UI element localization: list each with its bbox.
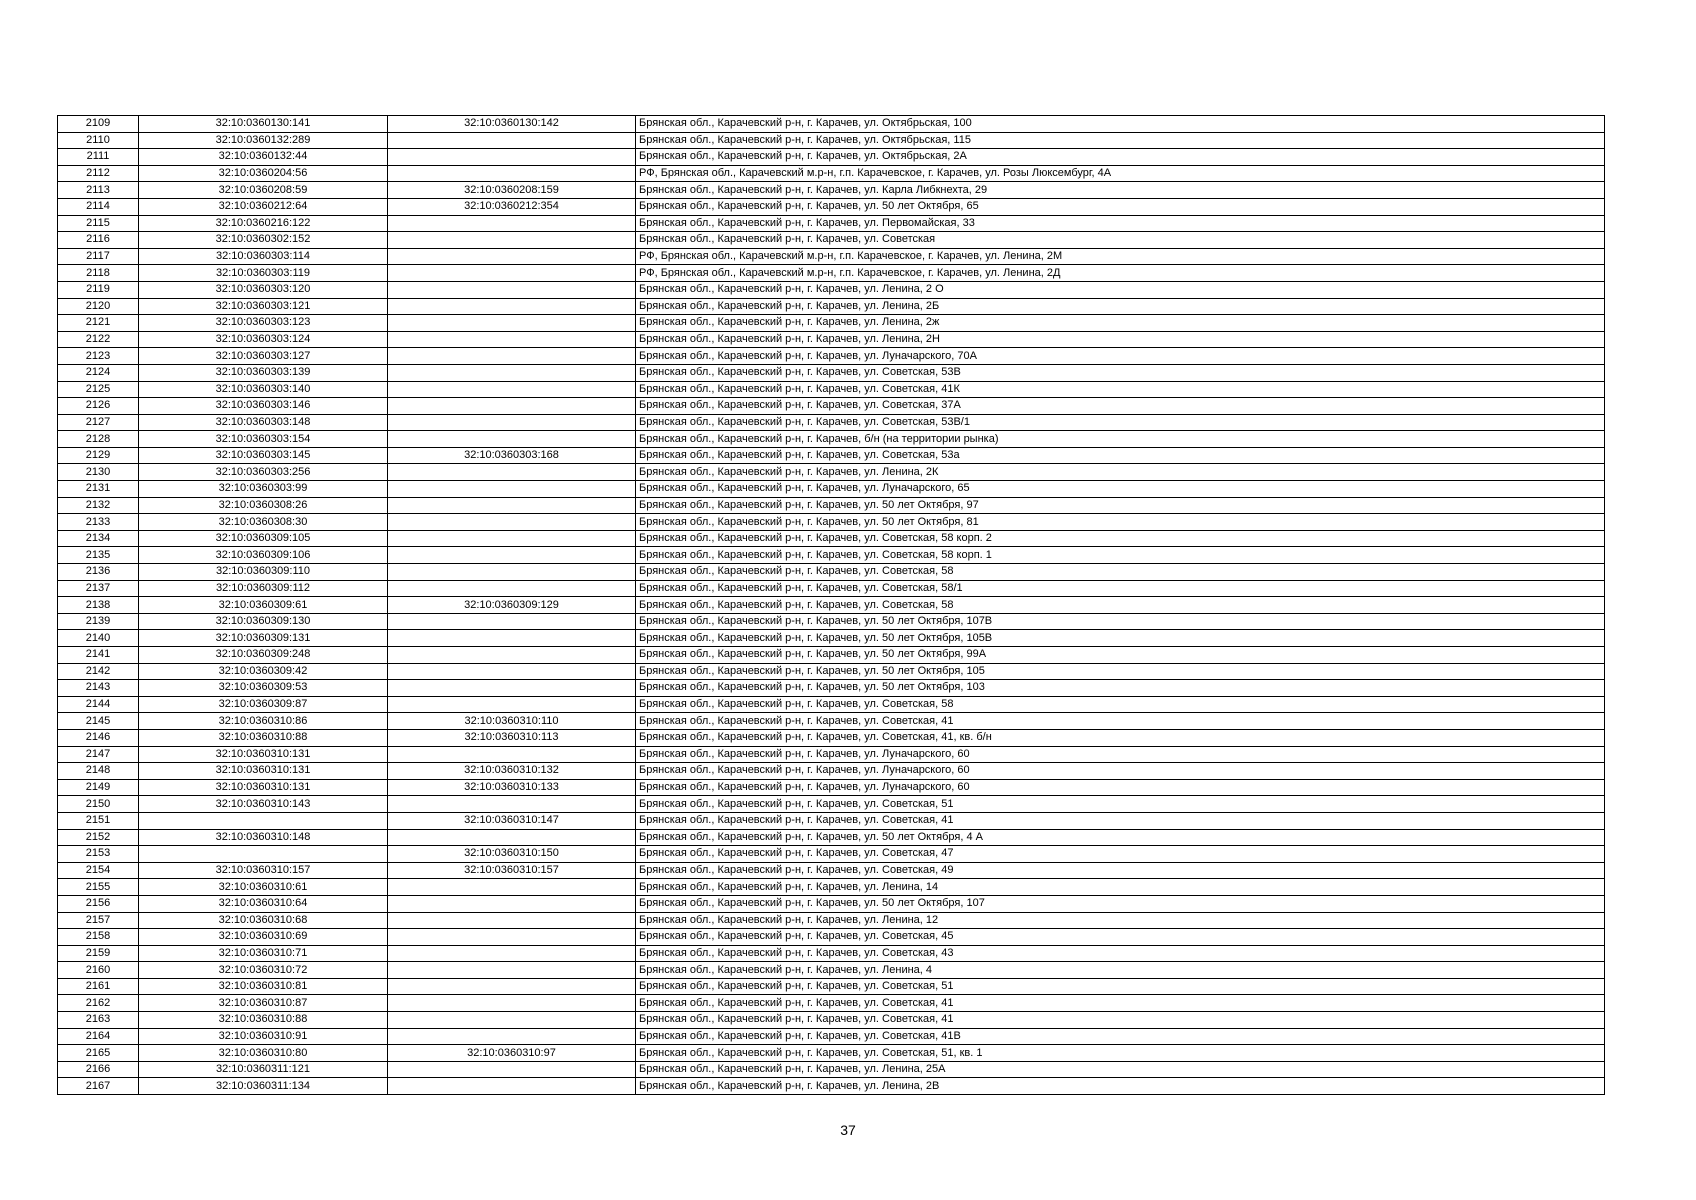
address-cell: Брянская обл., Карачевский р-н, г. Карачев, ул. Луначарского, 60 bbox=[636, 763, 1605, 780]
cadastral-number-cell: 32:10:0360303:146 bbox=[139, 398, 388, 415]
address-cell: Брянская обл., Карачевский р-н, г. Карачев, ул. Ленина, 2К bbox=[636, 464, 1605, 481]
row-number-cell: 2157 bbox=[58, 912, 139, 929]
linked-cadastral-number-cell bbox=[388, 696, 636, 713]
cadastral-number-cell: 32:10:0360310:64 bbox=[139, 895, 388, 912]
cadastral-number-cell: 32:10:0360309:248 bbox=[139, 647, 388, 664]
cadastral-number-cell: 32:10:0360309:112 bbox=[139, 580, 388, 597]
row-number-cell: 2134 bbox=[58, 530, 139, 547]
address-cell: Брянская обл., Карачевский р-н, г. Карачев, ул. 50 лет Октября, 99А bbox=[636, 647, 1605, 664]
linked-cadastral-number-cell bbox=[388, 132, 636, 149]
address-cell: Брянская обл., Карачевский р-н, г. Карачев, ул. Советская, 58 корп. 1 bbox=[636, 547, 1605, 564]
address-cell: Брянская обл., Карачевский р-н, г. Карачев, ул. Советская bbox=[636, 232, 1605, 249]
linked-cadastral-number-cell bbox=[388, 945, 636, 962]
linked-cadastral-number-cell bbox=[388, 165, 636, 182]
address-cell: Брянская обл., Карачевский р-н, г. Карачев, б/н (на территории рынка) bbox=[636, 431, 1605, 448]
row-number-cell: 2131 bbox=[58, 481, 139, 498]
cadastral-number-cell: 32:10:0360308:26 bbox=[139, 497, 388, 514]
linked-cadastral-number-cell bbox=[388, 746, 636, 763]
row-number-cell: 2162 bbox=[58, 995, 139, 1012]
table-row bbox=[58, 829, 1605, 846]
linked-cadastral-number-cell bbox=[388, 912, 636, 929]
linked-cadastral-number-cell bbox=[388, 530, 636, 547]
linked-cadastral-number-cell: 32:10:0360310:133 bbox=[388, 779, 636, 796]
address-cell: Брянская обл., Карачевский р-н, г. Карачев, ул. 50 лет Октября, 65 bbox=[636, 198, 1605, 215]
table-row bbox=[58, 978, 1605, 995]
address-cell: Брянская обл., Карачевский р-н, г. Карачев, ул. Советская, 41К bbox=[636, 381, 1605, 398]
table-row bbox=[58, 995, 1605, 1012]
cadastral-number-cell: 32:10:0360212:64 bbox=[139, 198, 388, 215]
table-row bbox=[58, 132, 1605, 149]
linked-cadastral-number-cell bbox=[388, 547, 636, 564]
address-cell: Брянская обл., Карачевский р-н, г. Карачев, ул. Луначарского, 70А bbox=[636, 348, 1605, 365]
table-row bbox=[58, 381, 1605, 398]
linked-cadastral-number-cell bbox=[388, 298, 636, 315]
row-number-cell: 2111 bbox=[58, 149, 139, 166]
cadastral-number-cell: 32:10:0360309:131 bbox=[139, 630, 388, 647]
table-row bbox=[58, 796, 1605, 813]
cadastral-number-cell: 32:10:0360310:88 bbox=[139, 1012, 388, 1029]
cadastral-number-cell: 32:10:0360310:131 bbox=[139, 763, 388, 780]
address-cell: Брянская обл., Карачевский р-н, г. Карачев, ул. Советская, 51 bbox=[636, 796, 1605, 813]
table-row bbox=[58, 414, 1605, 431]
address-cell: Брянская обл., Карачевский р-н, г. Карачев, ул. Советская, 41 bbox=[636, 995, 1605, 1012]
cadastral-number-cell: 32:10:0360303:256 bbox=[139, 464, 388, 481]
address-cell: Брянская обл., Карачевский р-н, г. Карачев, ул. 50 лет Октября, 105В bbox=[636, 630, 1605, 647]
cadastral-number-cell: 32:10:0360310:81 bbox=[139, 978, 388, 995]
linked-cadastral-number-cell bbox=[388, 315, 636, 332]
address-cell: Брянская обл., Карачевский р-н, г. Карачев, ул. Ленина, 2ж bbox=[636, 315, 1605, 332]
address-cell: Брянская обл., Карачевский р-н, г. Карачев, ул. Советская, 51 bbox=[636, 978, 1605, 995]
cadastral-number-cell: 32:10:0360309:105 bbox=[139, 530, 388, 547]
linked-cadastral-number-cell bbox=[388, 564, 636, 581]
table-row bbox=[58, 696, 1605, 713]
table-row bbox=[58, 812, 1605, 829]
address-cell: Брянская обл., Карачевский р-н, г. Карачев, ул. Ленина, 14 bbox=[636, 879, 1605, 896]
row-number-cell: 2145 bbox=[58, 713, 139, 730]
row-number-cell: 2151 bbox=[58, 812, 139, 829]
linked-cadastral-number-cell: 32:10:0360310:147 bbox=[388, 812, 636, 829]
cadastral-number-cell: 32:10:0360309:106 bbox=[139, 547, 388, 564]
address-cell: Брянская обл., Карачевский р-н, г. Карачев, ул. Карла Либкнехта, 29 bbox=[636, 182, 1605, 199]
cadastral-number-cell: 32:10:0360310:143 bbox=[139, 796, 388, 813]
address-cell: Брянская обл., Карачевский р-н, г. Карачев, ул. Советская, 51, кв. 1 bbox=[636, 1045, 1605, 1062]
address-cell: Брянская обл., Карачевский р-н, г. Карачев, ул. Советская, 41 bbox=[636, 812, 1605, 829]
cadastral-number-cell: 32:10:0360310:157 bbox=[139, 862, 388, 879]
table-row bbox=[58, 248, 1605, 265]
row-number-cell: 2130 bbox=[58, 464, 139, 481]
cadastral-number-cell: 32:10:0360308:30 bbox=[139, 514, 388, 531]
cadastral-number-cell: 32:10:0360311:121 bbox=[139, 1061, 388, 1078]
cadastral-number-cell: 32:10:0360303:123 bbox=[139, 315, 388, 332]
row-number-cell: 2136 bbox=[58, 564, 139, 581]
table-row bbox=[58, 962, 1605, 979]
row-number-cell: 2146 bbox=[58, 729, 139, 746]
linked-cadastral-number-cell bbox=[388, 281, 636, 298]
cadastral-number-cell: 32:10:0360310:148 bbox=[139, 829, 388, 846]
linked-cadastral-number-cell bbox=[388, 1078, 636, 1095]
row-number-cell: 2150 bbox=[58, 796, 139, 813]
address-cell: Брянская обл., Карачевский р-н, г. Карачев, ул. Советская, 41 bbox=[636, 713, 1605, 730]
row-number-cell: 2137 bbox=[58, 580, 139, 597]
cadastral-number-cell: 32:10:0360303:119 bbox=[139, 265, 388, 282]
cadastral-number-cell: 32:10:0360132:44 bbox=[139, 149, 388, 166]
row-number-cell: 2143 bbox=[58, 680, 139, 697]
row-number-cell: 2113 bbox=[58, 182, 139, 199]
table-row bbox=[58, 597, 1605, 614]
cadastral-number-cell: 32:10:0360303:127 bbox=[139, 348, 388, 365]
row-number-cell: 2133 bbox=[58, 514, 139, 531]
cadastral-number-cell: 32:10:0360303:120 bbox=[139, 281, 388, 298]
table-row bbox=[58, 431, 1605, 448]
linked-cadastral-number-cell bbox=[388, 381, 636, 398]
linked-cadastral-number-cell: 32:10:0360310:157 bbox=[388, 862, 636, 879]
table-row bbox=[58, 945, 1605, 962]
row-number-cell: 2119 bbox=[58, 281, 139, 298]
table-row bbox=[58, 481, 1605, 498]
address-cell: Брянская обл., Карачевский р-н, г. Карачев, ул. 50 лет Октября, 107 bbox=[636, 895, 1605, 912]
address-cell: Брянская обл., Карачевский р-н, г. Карачев, ул. 50 лет Октября, 97 bbox=[636, 497, 1605, 514]
cadastral-number-cell: 32:10:0360303:154 bbox=[139, 431, 388, 448]
cadastral-number-cell: 32:10:0360309:110 bbox=[139, 564, 388, 581]
linked-cadastral-number-cell bbox=[388, 364, 636, 381]
linked-cadastral-number-cell bbox=[388, 962, 636, 979]
row-number-cell: 2144 bbox=[58, 696, 139, 713]
cadastral-number-cell: 32:10:0360310:131 bbox=[139, 779, 388, 796]
table-row bbox=[58, 663, 1605, 680]
cadastral-number-cell: 32:10:0360130:141 bbox=[139, 116, 388, 133]
table-row bbox=[58, 315, 1605, 332]
table-row bbox=[58, 1061, 1605, 1078]
address-cell: Брянская обл., Карачевский р-н, г. Карачев, ул. 50 лет Октября, 81 bbox=[636, 514, 1605, 531]
cadastral-table bbox=[57, 115, 1605, 1095]
row-number-cell: 2158 bbox=[58, 929, 139, 946]
linked-cadastral-number-cell bbox=[388, 398, 636, 415]
table-row bbox=[58, 580, 1605, 597]
address-cell: Брянская обл., Карачевский р-н, г. Карачев, ул. Ленина, 2Н bbox=[636, 331, 1605, 348]
table-row bbox=[58, 265, 1605, 282]
table-row bbox=[58, 729, 1605, 746]
linked-cadastral-number-cell bbox=[388, 613, 636, 630]
table-row bbox=[58, 1028, 1605, 1045]
table-row bbox=[58, 149, 1605, 166]
cadastral-number-cell: 32:10:0360216:122 bbox=[139, 215, 388, 232]
address-cell: Брянская обл., Карачевский р-н, г. Карачев, ул. Советская, 53В/1 bbox=[636, 414, 1605, 431]
address-cell: Брянская обл., Карачевский р-н, г. Карачев, ул. Первомайская, 33 bbox=[636, 215, 1605, 232]
address-cell: Брянская обл., Карачевский р-н, г. Карачев, ул. Ленина, 12 bbox=[636, 912, 1605, 929]
cadastral-number-cell: 32:10:0360310:71 bbox=[139, 945, 388, 962]
cadastral-number-cell: 32:10:0360303:99 bbox=[139, 481, 388, 498]
linked-cadastral-number-cell bbox=[388, 232, 636, 249]
address-cell: Брянская обл., Карачевский р-н, г. Карачев, ул. Советская, 45 bbox=[636, 929, 1605, 946]
linked-cadastral-number-cell bbox=[388, 796, 636, 813]
table-row bbox=[58, 497, 1605, 514]
linked-cadastral-number-cell: 32:10:0360309:129 bbox=[388, 597, 636, 614]
row-number-cell: 2114 bbox=[58, 198, 139, 215]
cadastral-number-cell bbox=[139, 846, 388, 863]
table-row bbox=[58, 298, 1605, 315]
table-row bbox=[58, 215, 1605, 232]
cadastral-number-cell: 32:10:0360132:289 bbox=[139, 132, 388, 149]
linked-cadastral-number-cell: 32:10:0360310:110 bbox=[388, 713, 636, 730]
table-row bbox=[58, 331, 1605, 348]
row-number-cell: 2122 bbox=[58, 331, 139, 348]
table-row bbox=[58, 198, 1605, 215]
table-row bbox=[58, 779, 1605, 796]
cadastral-number-cell: 32:10:0360303:139 bbox=[139, 364, 388, 381]
table-row bbox=[58, 929, 1605, 946]
table-row bbox=[58, 879, 1605, 896]
table-row bbox=[58, 564, 1605, 581]
row-number-cell: 2142 bbox=[58, 663, 139, 680]
linked-cadastral-number-cell bbox=[388, 331, 636, 348]
cadastral-number-cell: 32:10:0360303:145 bbox=[139, 447, 388, 464]
address-cell: Брянская обл., Карачевский р-н, г. Карачев, ул. Советская, 41В bbox=[636, 1028, 1605, 1045]
row-number-cell: 2166 bbox=[58, 1061, 139, 1078]
address-cell: Брянская обл., Карачевский р-н, г. Карачев, ул. Ленина, 2Б bbox=[636, 298, 1605, 315]
address-cell: Брянская обл., Карачевский р-н, г. Карачев, ул. Советская, 58 bbox=[636, 564, 1605, 581]
page-number: 37 bbox=[840, 1122, 856, 1138]
linked-cadastral-number-cell bbox=[388, 995, 636, 1012]
address-cell: Брянская обл., Карачевский р-н, г. Карачев, ул. Советская, 41 bbox=[636, 1012, 1605, 1029]
row-number-cell: 2129 bbox=[58, 447, 139, 464]
row-number-cell: 2138 bbox=[58, 597, 139, 614]
table-row bbox=[58, 514, 1605, 531]
row-number-cell: 2132 bbox=[58, 497, 139, 514]
address-cell: Брянская обл., Карачевский р-н, г. Карачев, ул. Октябрьская, 115 bbox=[636, 132, 1605, 149]
cadastral-number-cell: 32:10:0360204:56 bbox=[139, 165, 388, 182]
row-number-cell: 2153 bbox=[58, 846, 139, 863]
table-row bbox=[58, 713, 1605, 730]
linked-cadastral-number-cell: 32:10:0360130:142 bbox=[388, 116, 636, 133]
cadastral-number-cell: 32:10:0360303:121 bbox=[139, 298, 388, 315]
table-row bbox=[58, 182, 1605, 199]
address-cell: РФ, Брянская обл., Карачевский м.р-н, г.п. Карачевское, г. Карачев, ул. Розы Люксембург, 4А bbox=[636, 165, 1605, 182]
table-row bbox=[58, 763, 1605, 780]
cadastral-number-cell: 32:10:0360309:87 bbox=[139, 696, 388, 713]
row-number-cell: 2112 bbox=[58, 165, 139, 182]
table-row bbox=[58, 630, 1605, 647]
cadastral-number-cell: 32:10:0360310:86 bbox=[139, 713, 388, 730]
linked-cadastral-number-cell bbox=[388, 1061, 636, 1078]
table-row bbox=[58, 680, 1605, 697]
row-number-cell: 2148 bbox=[58, 763, 139, 780]
linked-cadastral-number-cell bbox=[388, 895, 636, 912]
address-cell: Брянская обл., Карачевский р-н, г. Карачев, ул. Ленина, 2 О bbox=[636, 281, 1605, 298]
cadastral-number-cell: 32:10:0360310:72 bbox=[139, 962, 388, 979]
linked-cadastral-number-cell bbox=[388, 1028, 636, 1045]
table-row bbox=[58, 364, 1605, 381]
row-number-cell: 2165 bbox=[58, 1045, 139, 1062]
table-row bbox=[58, 281, 1605, 298]
linked-cadastral-number-cell bbox=[388, 580, 636, 597]
linked-cadastral-number-cell bbox=[388, 663, 636, 680]
linked-cadastral-number-cell bbox=[388, 514, 636, 531]
linked-cadastral-number-cell bbox=[388, 149, 636, 166]
address-cell: РФ, Брянская обл., Карачевский м.р-н, г.п. Карачевское, г. Карачев, ул. Ленина, 2Д bbox=[636, 265, 1605, 282]
address-cell: Брянская обл., Карачевский р-н, г. Карачев, ул. Луначарского, 60 bbox=[636, 746, 1605, 763]
cadastral-number-cell: 32:10:0360310:88 bbox=[139, 729, 388, 746]
table-row bbox=[58, 464, 1605, 481]
address-cell: Брянская обл., Карачевский р-н, г. Карачев, ул. 50 лет Октября, 4 А bbox=[636, 829, 1605, 846]
table-row bbox=[58, 912, 1605, 929]
cadastral-number-cell: 32:10:0360303:124 bbox=[139, 331, 388, 348]
table-row bbox=[58, 547, 1605, 564]
linked-cadastral-number-cell bbox=[388, 431, 636, 448]
cadastral-number-cell: 32:10:0360208:59 bbox=[139, 182, 388, 199]
cadastral-number-cell: 32:10:0360309:42 bbox=[139, 663, 388, 680]
linked-cadastral-number-cell bbox=[388, 414, 636, 431]
row-number-cell: 2139 bbox=[58, 613, 139, 630]
linked-cadastral-number-cell bbox=[388, 978, 636, 995]
address-cell: Брянская обл., Карачевский р-н, г. Карачев, ул. Советская, 47 bbox=[636, 846, 1605, 863]
address-cell: РФ, Брянская обл., Карачевский м.р-н, г.п. Карачевское, г. Карачев, ул. Ленина, 2М bbox=[636, 248, 1605, 265]
cadastral-number-cell: 32:10:0360303:114 bbox=[139, 248, 388, 265]
address-cell: Брянская обл., Карачевский р-н, г. Карачев, ул. Советская, 58 корп. 2 bbox=[636, 530, 1605, 547]
linked-cadastral-number-cell bbox=[388, 647, 636, 664]
row-number-cell: 2161 bbox=[58, 978, 139, 995]
table-row bbox=[58, 746, 1605, 763]
row-number-cell: 2115 bbox=[58, 215, 139, 232]
linked-cadastral-number-cell bbox=[388, 248, 636, 265]
linked-cadastral-number-cell: 32:10:0360310:150 bbox=[388, 846, 636, 863]
cadastral-number-cell: 32:10:0360310:87 bbox=[139, 995, 388, 1012]
row-number-cell: 2154 bbox=[58, 862, 139, 879]
row-number-cell: 2116 bbox=[58, 232, 139, 249]
table-row bbox=[58, 232, 1605, 249]
table-row bbox=[58, 647, 1605, 664]
address-cell: Брянская обл., Карачевский р-н, г. Карачев, ул. Советская, 53а bbox=[636, 447, 1605, 464]
cadastral-table-body bbox=[58, 116, 1605, 1095]
linked-cadastral-number-cell bbox=[388, 265, 636, 282]
linked-cadastral-number-cell: 32:10:0360303:168 bbox=[388, 447, 636, 464]
address-cell: Брянская обл., Карачевский р-н, г. Карачев, ул. Октябрьская, 100 bbox=[636, 116, 1605, 133]
table-row bbox=[58, 1078, 1605, 1095]
cadastral-number-cell: 32:10:0360309:61 bbox=[139, 597, 388, 614]
row-number-cell: 2156 bbox=[58, 895, 139, 912]
address-cell: Брянская обл., Карачевский р-н, г. Карачев, ул. 50 лет Октября, 103 bbox=[636, 680, 1605, 697]
cadastral-number-cell bbox=[139, 812, 388, 829]
row-number-cell: 2147 bbox=[58, 746, 139, 763]
linked-cadastral-number-cell bbox=[388, 497, 636, 514]
address-cell: Брянская обл., Карачевский р-н, г. Карачев, ул. Луначарского, 60 bbox=[636, 779, 1605, 796]
cadastral-number-cell: 32:10:0360310:68 bbox=[139, 912, 388, 929]
row-number-cell: 2125 bbox=[58, 381, 139, 398]
table-row bbox=[58, 398, 1605, 415]
address-cell: Брянская обл., Карачевский р-н, г. Карачев, ул. Советская, 43 bbox=[636, 945, 1605, 962]
address-cell: Брянская обл., Карачевский р-н, г. Карачев, ул. 50 лет Октября, 105 bbox=[636, 663, 1605, 680]
address-cell: Брянская обл., Карачевский р-н, г. Карачев, ул. Октябрьская, 2А bbox=[636, 149, 1605, 166]
linked-cadastral-number-cell bbox=[388, 481, 636, 498]
row-number-cell: 2110 bbox=[58, 132, 139, 149]
cadastral-number-cell: 32:10:0360310:69 bbox=[139, 929, 388, 946]
linked-cadastral-number-cell bbox=[388, 348, 636, 365]
row-number-cell: 2123 bbox=[58, 348, 139, 365]
cadastral-number-cell: 32:10:0360310:91 bbox=[139, 1028, 388, 1045]
row-number-cell: 2135 bbox=[58, 547, 139, 564]
linked-cadastral-number-cell bbox=[388, 630, 636, 647]
row-number-cell: 2149 bbox=[58, 779, 139, 796]
cadastral-number-cell: 32:10:0360302:152 bbox=[139, 232, 388, 249]
row-number-cell: 2117 bbox=[58, 248, 139, 265]
row-number-cell: 2140 bbox=[58, 630, 139, 647]
row-number-cell: 2164 bbox=[58, 1028, 139, 1045]
cadastral-number-cell: 32:10:0360303:148 bbox=[139, 414, 388, 431]
cadastral-number-cell: 32:10:0360309:130 bbox=[139, 613, 388, 630]
linked-cadastral-number-cell: 32:10:0360310:113 bbox=[388, 729, 636, 746]
table-row bbox=[58, 530, 1605, 547]
address-cell: Брянская обл., Карачевский р-н, г. Карачев, ул. Советская, 41, кв. б/н bbox=[636, 729, 1605, 746]
linked-cadastral-number-cell: 32:10:0360212:354 bbox=[388, 198, 636, 215]
row-number-cell: 2109 bbox=[58, 116, 139, 133]
linked-cadastral-number-cell bbox=[388, 464, 636, 481]
row-number-cell: 2160 bbox=[58, 962, 139, 979]
row-number-cell: 2126 bbox=[58, 398, 139, 415]
address-cell: Брянская обл., Карачевский р-н, г. Карачев, ул. Луначарского, 65 bbox=[636, 481, 1605, 498]
row-number-cell: 2118 bbox=[58, 265, 139, 282]
linked-cadastral-number-cell bbox=[388, 1012, 636, 1029]
row-number-cell: 2163 bbox=[58, 1012, 139, 1029]
row-number-cell: 2120 bbox=[58, 298, 139, 315]
linked-cadastral-number-cell: 32:10:0360310:132 bbox=[388, 763, 636, 780]
table-row bbox=[58, 895, 1605, 912]
address-cell: Брянская обл., Карачевский р-н, г. Карачев, ул. Советская, 49 bbox=[636, 862, 1605, 879]
linked-cadastral-number-cell: 32:10:0360310:97 bbox=[388, 1045, 636, 1062]
table-row bbox=[58, 1045, 1605, 1062]
table-row bbox=[58, 348, 1605, 365]
linked-cadastral-number-cell: 32:10:0360208:159 bbox=[388, 182, 636, 199]
cadastral-number-cell: 32:10:0360310:61 bbox=[139, 879, 388, 896]
cadastral-number-cell: 32:10:0360303:140 bbox=[139, 381, 388, 398]
row-number-cell: 2141 bbox=[58, 647, 139, 664]
address-cell: Брянская обл., Карачевский р-н, г. Карачев, ул. Ленина, 2В bbox=[636, 1078, 1605, 1095]
linked-cadastral-number-cell bbox=[388, 680, 636, 697]
address-cell: Брянская обл., Карачевский р-н, г. Карачев, ул. Советская, 58 bbox=[636, 597, 1605, 614]
cadastral-number-cell: 32:10:0360310:131 bbox=[139, 746, 388, 763]
row-number-cell: 2128 bbox=[58, 431, 139, 448]
row-number-cell: 2121 bbox=[58, 315, 139, 332]
row-number-cell: 2152 bbox=[58, 829, 139, 846]
address-cell: Брянская обл., Карачевский р-н, г. Карачев, ул. Ленина, 4 bbox=[636, 962, 1605, 979]
row-number-cell: 2155 bbox=[58, 879, 139, 896]
row-number-cell: 2124 bbox=[58, 364, 139, 381]
row-number-cell: 2159 bbox=[58, 945, 139, 962]
address-cell: Брянская обл., Карачевский р-н, г. Карачев, ул. Ленина, 25А bbox=[636, 1061, 1605, 1078]
cadastral-number-cell: 32:10:0360311:134 bbox=[139, 1078, 388, 1095]
table-row bbox=[58, 165, 1605, 182]
table-row bbox=[58, 613, 1605, 630]
row-number-cell: 2127 bbox=[58, 414, 139, 431]
cadastral-number-cell: 32:10:0360309:53 bbox=[139, 680, 388, 697]
address-cell: Брянская обл., Карачевский р-н, г. Карачев, ул. Советская, 58/1 bbox=[636, 580, 1605, 597]
cadastral-number-cell: 32:10:0360310:80 bbox=[139, 1045, 388, 1062]
address-cell: Брянская обл., Карачевский р-н, г. Карачев, ул. Советская, 53В bbox=[636, 364, 1605, 381]
table-row bbox=[58, 447, 1605, 464]
address-cell: Брянская обл., Карачевский р-н, г. Карачев, ул. Советская, 37А bbox=[636, 398, 1605, 415]
table-row bbox=[58, 1012, 1605, 1029]
table-row bbox=[58, 116, 1605, 133]
linked-cadastral-number-cell bbox=[388, 829, 636, 846]
linked-cadastral-number-cell bbox=[388, 929, 636, 946]
address-cell: Брянская обл., Карачевский р-н, г. Карачев, ул. Советская, 58 bbox=[636, 696, 1605, 713]
linked-cadastral-number-cell bbox=[388, 215, 636, 232]
table-row bbox=[58, 862, 1605, 879]
address-cell: Брянская обл., Карачевский р-н, г. Карачев, ул. 50 лет Октября, 107В bbox=[636, 613, 1605, 630]
table-row bbox=[58, 846, 1605, 863]
linked-cadastral-number-cell bbox=[388, 879, 636, 896]
row-number-cell: 2167 bbox=[58, 1078, 139, 1095]
